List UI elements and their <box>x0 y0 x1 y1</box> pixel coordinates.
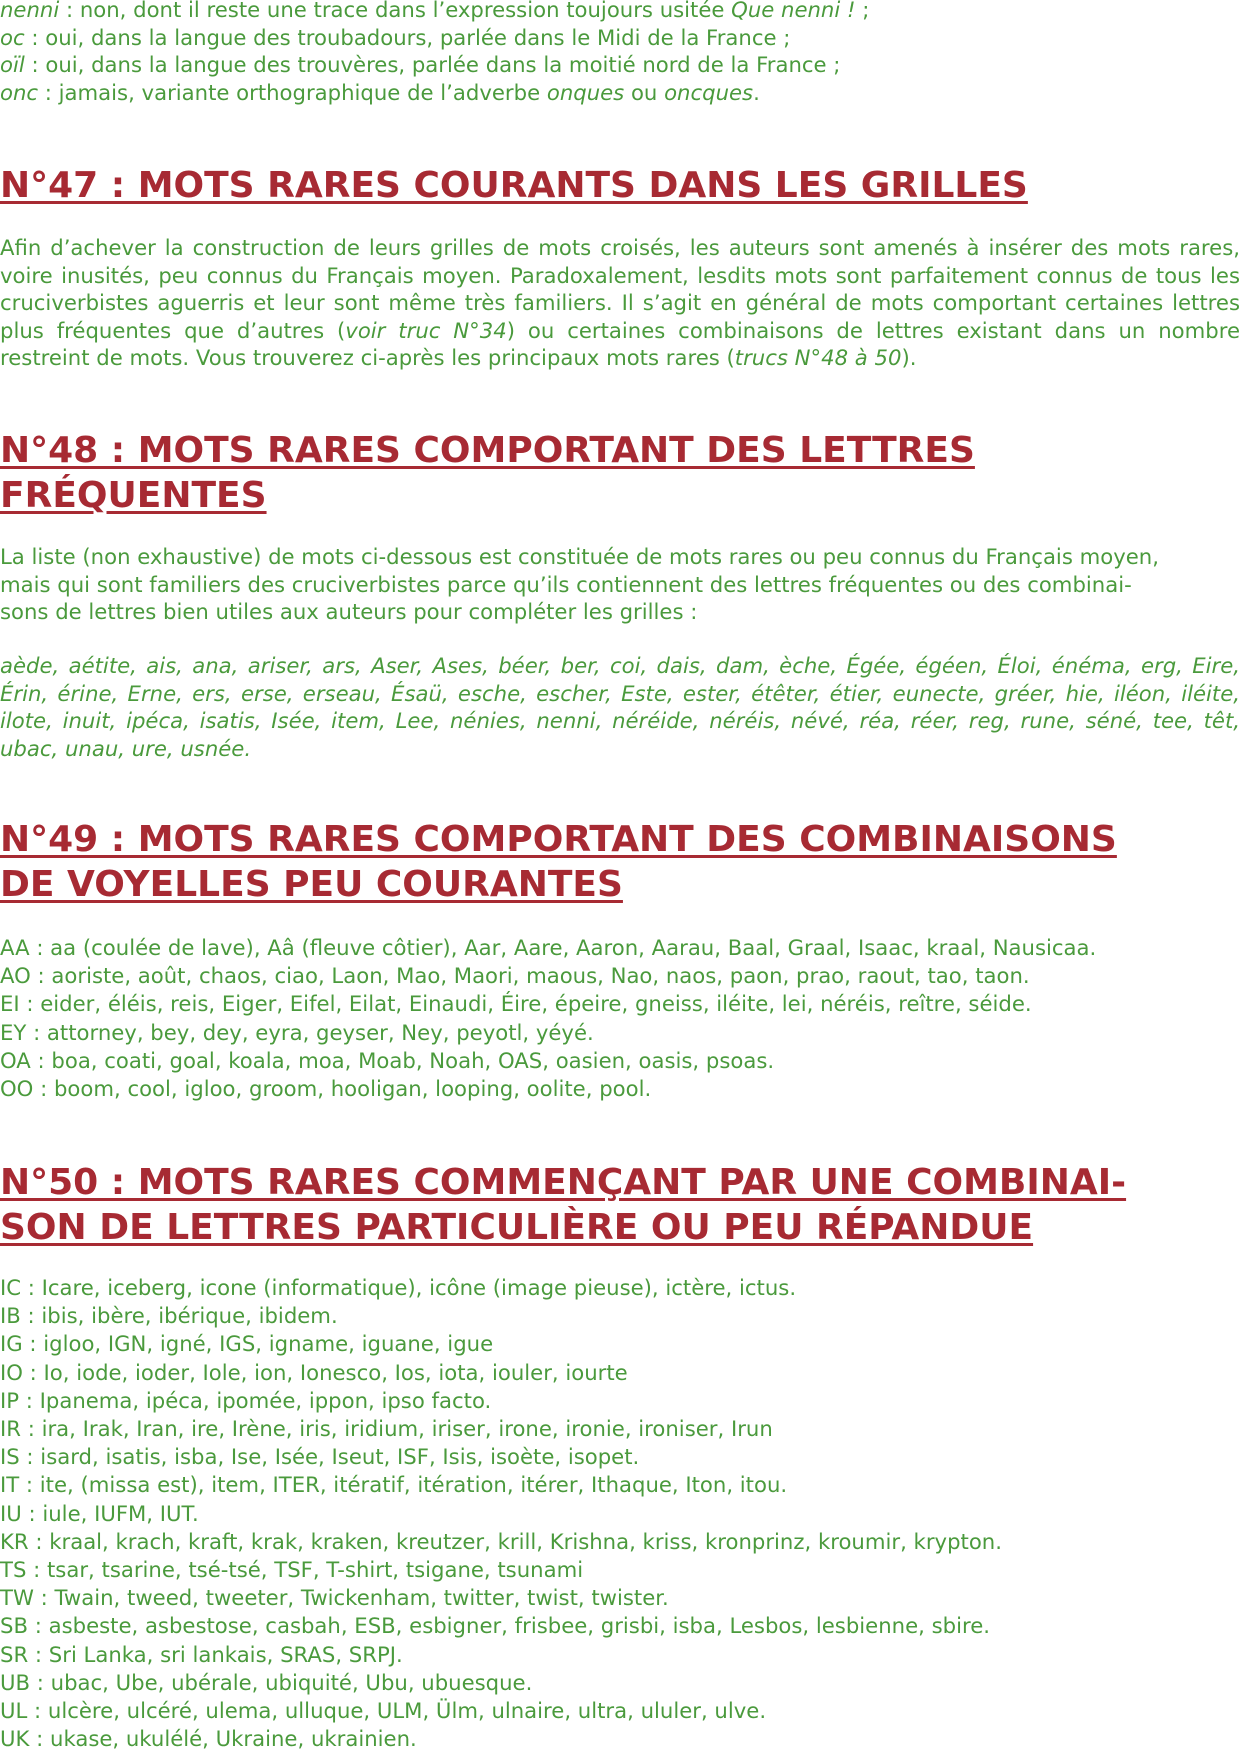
definition-onc: onc : jamais, variante orthographique de l’adverbe onques ou oncques. <box>0 79 760 105</box>
list-item: AA : aa (coulée de lave), Aâ (fleuve côtier), Aar, Aare, Aaron, Aarau, Baal, Graal, Isaac, kraal, Nausicaa. <box>0 935 1097 960</box>
list-item: KR : kraal, krach, kraft, krak, kraken, kreutzer, krill, Krishna, kriss, kronprinz, kroumir, krypton. <box>0 1528 1002 1554</box>
section-49-list <box>0 934 1240 1103</box>
section-48-word-list: aède, aétite, ais, ana, ariser, ars, Aser, Ases, béer, ber, coi, dais, dam, èche, Égée, égéen, Éloi, énéma, erg, Eire, Érin, érine, Erne, ers, erse, erseau, Ésaü, esche, escher, Este, ester, étêter, étier, eunecte, gréer, hie, iléon, iléite, ilote, inuit, ipéca, isatis, Isée, item, Lee, nénies, nenni, néréide, néréis, névé, réa, réer, reg, rune, séné, tee, têt, ubac, unau, ure, usnée. <box>0 653 1240 761</box>
list-item: TS : tsar, tsarine, tsé-tsé, TSF, T-shirt, tsigane, tsunami <box>0 1557 584 1583</box>
list-item: UB : ubac, Ube, ubérale, ubiquité, Ubu, ubuesque. <box>0 1669 533 1695</box>
list-item: SR : Sri Lanka, sri lankais, SRAS, SRPJ. <box>0 1641 403 1667</box>
list-item: IB : ibis, ibère, ibérique, ibidem. <box>0 1303 338 1329</box>
list-item: IS : isard, isatis, isba, Ise, Isée, Iseut, ISF, Isis, isoète, isopet. <box>0 1444 640 1470</box>
list-item: IR : ira, Irak, Iran, ire, Irène, iris, iridium, iriser, irone, ironie, ironiser, Irun <box>0 1416 773 1442</box>
list-item: OA : boa, coati, goal, koala, moa, Moab, Noah, OAS, oasien, oasis, psoas. <box>0 1047 775 1073</box>
list-item: IT : ite, (missa est), item, ITER, itératif, itération, itérer, Ithaque, Iton, itou. <box>0 1472 788 1498</box>
list-item: EI : eider, éléis, reis, Eiger, Eifel, Eilat, Einaudi, Éire, épeire, gneiss, iléite, lei, néréis, reître, séide. <box>0 991 1032 1017</box>
heading-47: N°47 : MOTS RARES COURANTS DANS LES GRILLES <box>0 165 1028 206</box>
definition-oil: oïl : oui, dans la langue des trouvères, parlée dans la moitié nord de la France ; <box>0 52 841 78</box>
list-item: IU : iule, IUFM, IUT. <box>0 1500 199 1526</box>
heading-48: N°48 : MOTS RARES COMPORTANT DES LETTRES FRÉQUENTES <box>0 430 975 516</box>
section-48-paragraph: La liste (non exhaustive) de mots ci-dessous est constituée de mots rares ou peu connus du Français moyen, mais qui sont familiers des cruciverbistes parce qu’ils contiennent des lettres fréquentes ou des combinai- sons de lettres bien utiles aux auteurs pour compléter les grilles : <box>0 544 1159 625</box>
definition-oc: oc : oui, dans la langue des troubadours, parlée dans le Midi de la France ; <box>0 24 791 50</box>
definition-nenni: nenni : non, dont il reste une trace dans l’expression toujours usitée Que nenni ! ; <box>0 0 870 22</box>
list-item: OO : boom, cool, igloo, groom, hooligan, looping, oolite, pool. <box>0 1076 652 1102</box>
intro-definitions <box>0 0 1240 106</box>
list-item: UL : ulcère, ulcéré, ulema, ulluque, ULM, Ülm, ulnaire, ultra, ululer, ulve. <box>0 1698 767 1724</box>
list-item: TW : Twain, tweed, tweeter, Twickenham, twitter, twist, twister. <box>0 1585 669 1611</box>
list-item: IG : igloo, IGN, igné, IGS, igname, iguane, igue <box>0 1331 494 1357</box>
list-item: AO : aoriste, août, chaos, ciao, Laon, Mao, Maori, maous, Nao, naos, paon, prao, raout, tao, taon. <box>0 963 1030 989</box>
section-47-paragraph: Afin d’achever la construction de leurs grilles de mots croisés, les auteurs sont amenés à insérer des mots rares, voire inusités, peu connus du Français moyen. Paradoxalement, lesdits mots sont parfaitement connus de tous les cruciverbistes aguerris et leur sont même très familiers. Il s’agit en général de mots comportant certaines lettres plus fréquentes que d’autres (voir truc N°34) ou certaines combinaisons de lettres existant dans un nombre restreint de mots. Vous trouverez ci-après les principaux mots rares (trucs N°48 à 50). <box>0 235 1240 371</box>
list-item: UK : ukase, ukulélé, Ukraine, ukrainien. <box>0 1726 417 1752</box>
heading-50: N°50 : MOTS RARES COMMENÇANT PAR UNE COMBINAI- SON DE LETTRES PARTICULIÈRE OU PEU RÉPANDUE <box>0 1162 1127 1248</box>
list-item: IO : Io, iode, ioder, Iole, ion, Ionesco, Ios, iota, iouler, iourte <box>0 1359 628 1385</box>
list-item: SB : asbeste, asbestose, casbah, ESB, esbigner, frisbee, grisbi, isba, Lesbos, lesbienne, sbire. <box>0 1613 990 1639</box>
list-item: EY : attorney, bey, dey, eyra, geyser, Ney, peyotl, yéyé. <box>0 1019 594 1045</box>
section-50-list <box>0 1274 1240 1753</box>
list-item: IC : Icare, iceberg, icone (informatique), icône (image pieuse), ictère, ictus. <box>0 1275 797 1300</box>
list-item: IP : Ipanema, ipéca, ipomée, ippon, ipso facto. <box>0 1387 492 1413</box>
heading-49: N°49 : MOTS RARES COMPORTANT DES COMBINAISONS DE VOYELLES PEU COURANTES <box>0 819 1117 905</box>
